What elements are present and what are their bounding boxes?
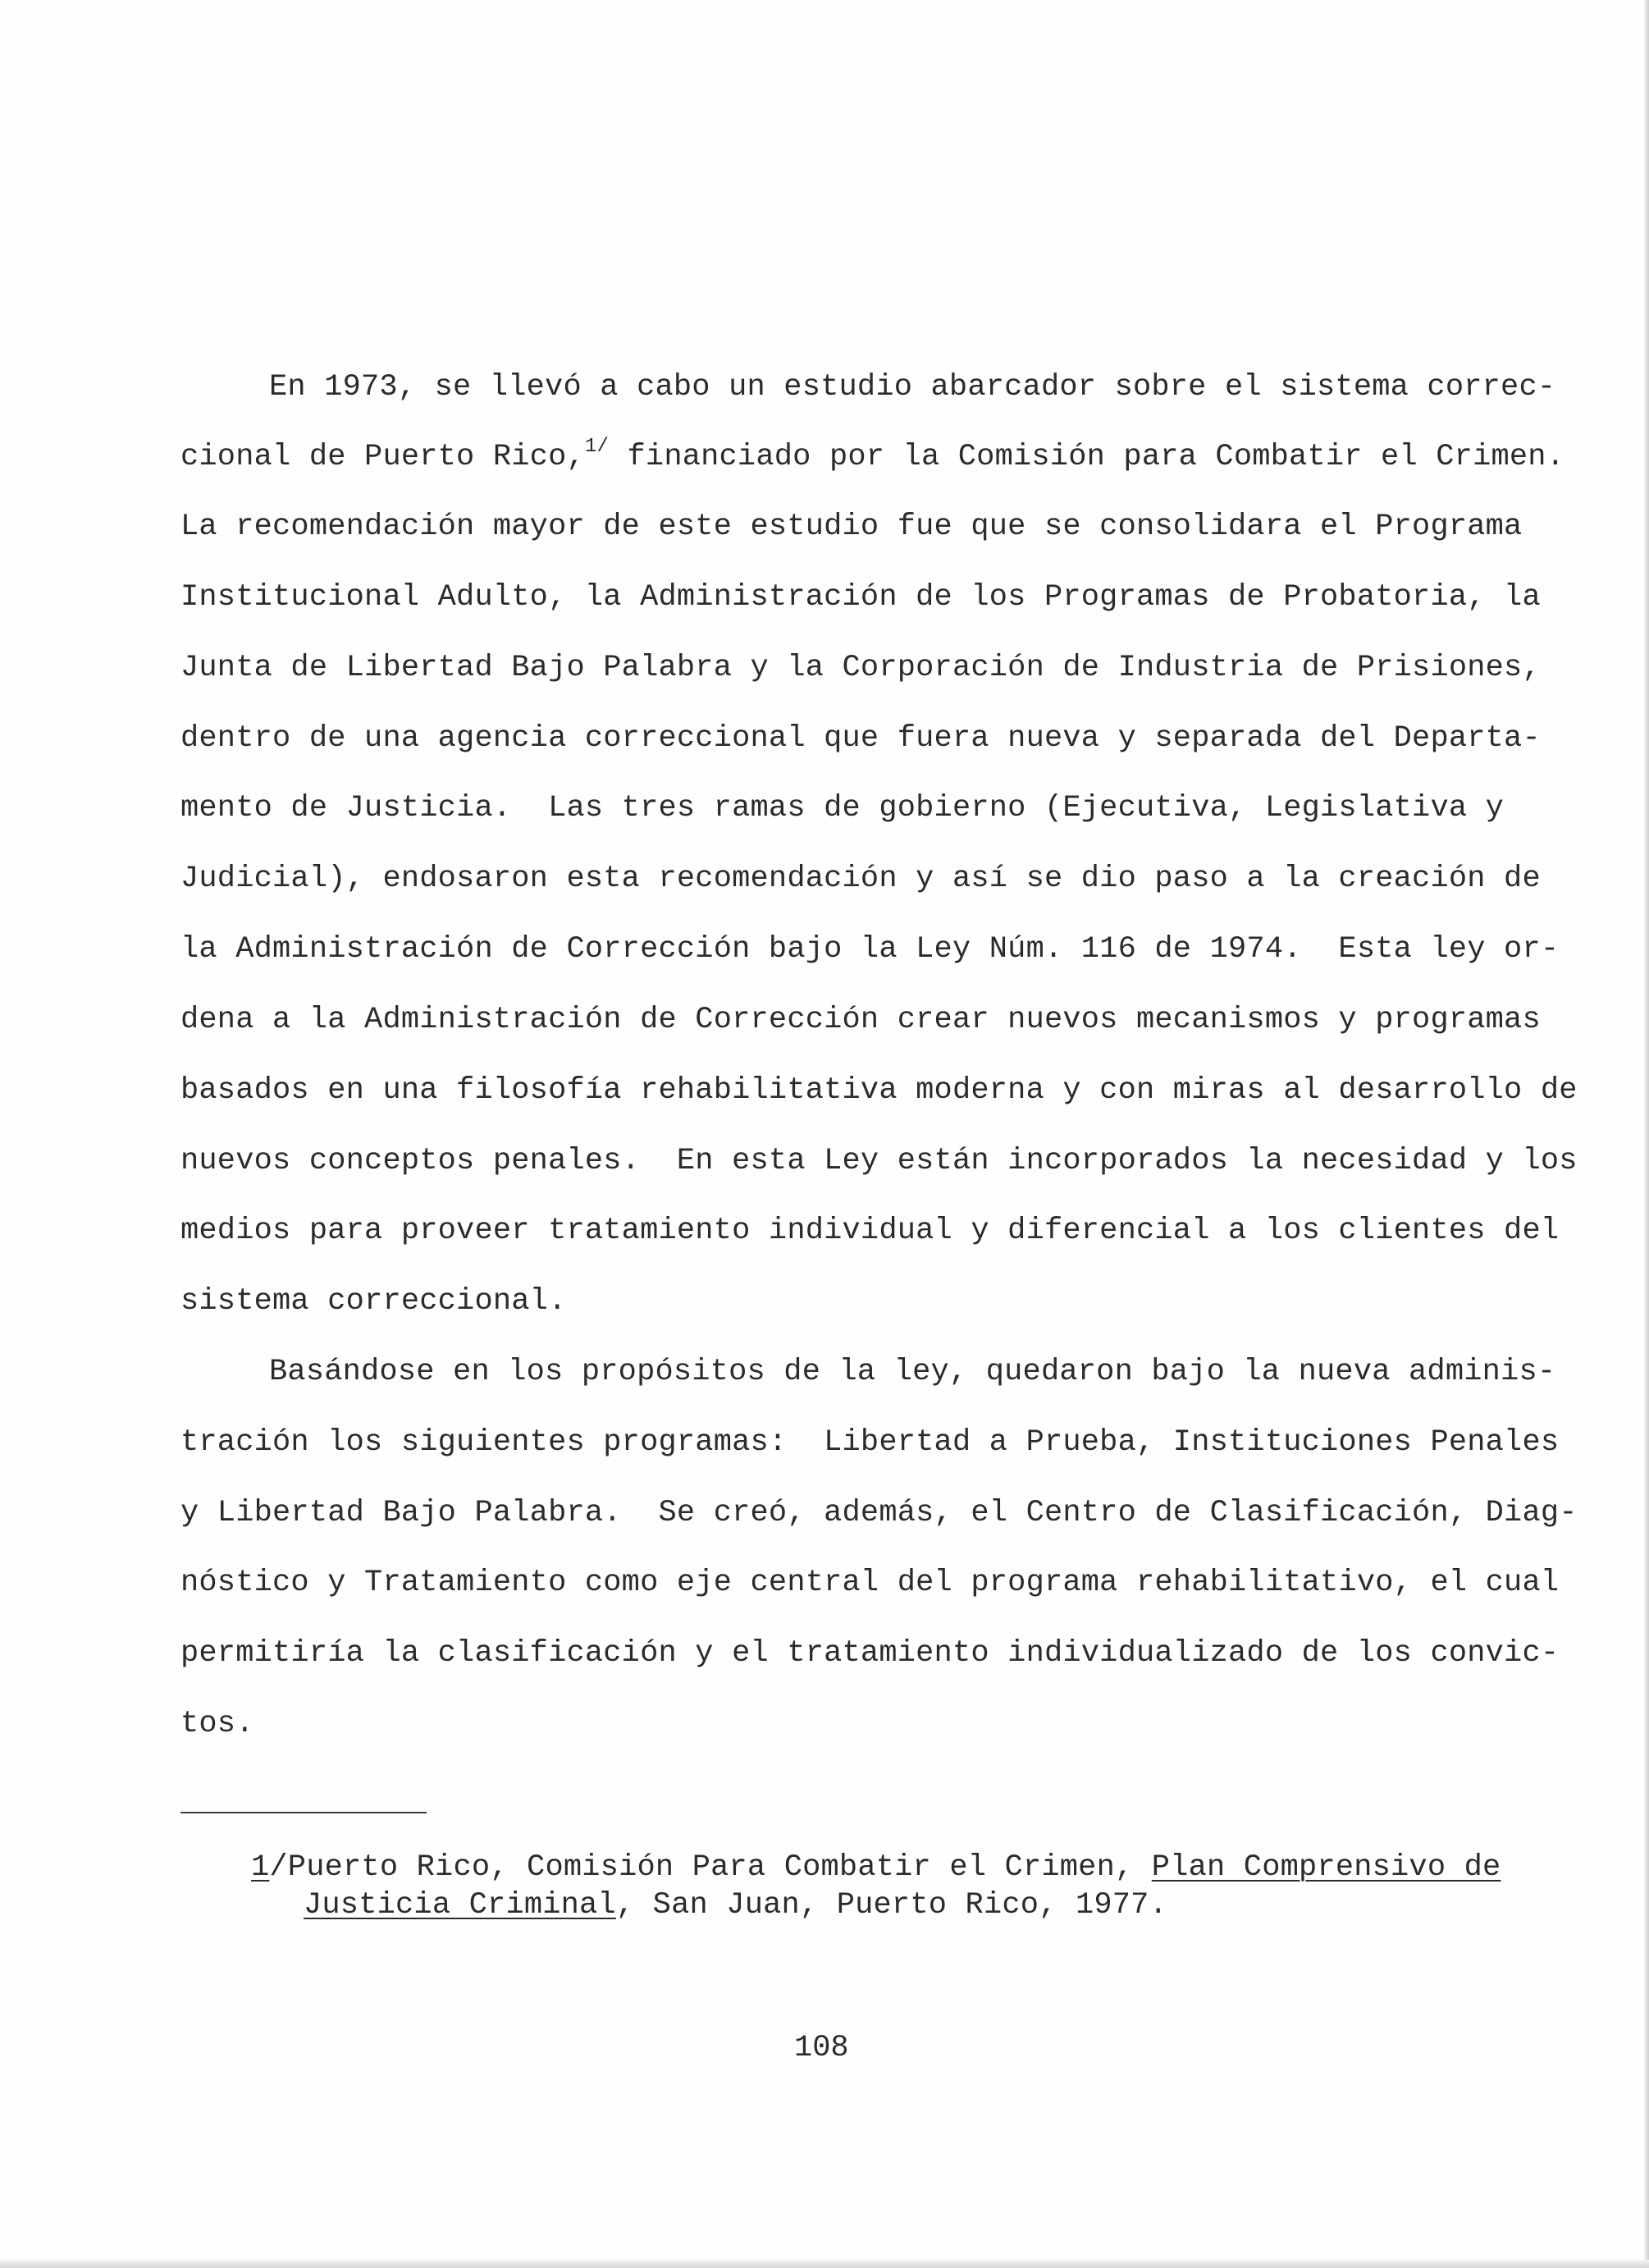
body-line: la Administración de Corrección bajo la Ley Núm. 116 de 1974. Esta ley or- [180,932,1560,967]
body-line: Basándose en los propósitos de la ley, quedaron bajo la nueva adminis- [269,1355,1556,1389]
body-line: medios para proveer tratamiento individual y diferencial a los clientes del [180,1214,1560,1248]
body-line: sistema correccional. [180,1284,567,1319]
footnote-separator [180,1812,427,1813]
body-line: En 1973, se llevó a cabo un estudio abarcador sobre el sistema correc- [269,370,1556,405]
body-line: Junta de Libertad Bajo Palabra y la Corporación de Industria de Prisiones, [180,651,1541,685]
footnote-text: /Puerto Rico, Comisión Para Combatir el Crimen, [269,1850,1152,1885]
footnote-marker: 1 [251,1850,270,1885]
footnote-title: Plan Comprensivo de [1151,1850,1501,1885]
body-line: Institucional Adulto, la Administración de los Programas de Probatoria, la [180,580,1541,615]
footnote-line [304,1887,1167,1923]
scan-edge [1644,0,1649,2268]
footnote-text: , San Juan, Puerto Rico, 1977. [615,1888,1167,1923]
page-number: 108 [794,2031,849,2065]
body-line: nóstico y Tratamiento como eje central del programa rehabilitativo, el cual [180,1566,1560,1600]
body-line: dentro de una agencia correccional que fuera nueva y separada del Departa- [180,721,1541,756]
body-line: tración los siguientes programas: Libertad a Prueba, Instituciones Penales [180,1425,1560,1460]
body-line: dena a la Administración de Corrección crear nuevos mecanismos y programas [180,1003,1541,1037]
footnote-reference[interactable]: 1/ [584,436,610,458]
body-line: tos. [180,1707,254,1741]
body-line: Judicial), endosaron esta recomendación y así se dio paso a la creación de [180,862,1541,896]
body-line: basados en una filosofía rehabilitativa moderna y con miras al desarrollo de [180,1073,1578,1108]
body-line: La recomendación mayor de este estudio fue que se consolidara el Programa [180,510,1523,544]
body-text: financiado por la Comisión para Combatir el Crimen. [609,440,1565,474]
body-line: permitiría la clasificación y el tratamiento individualizado de los convic- [180,1636,1560,1671]
body-line: y Libertad Bajo Palabra. Se creó, además, el Centro de Clasificación, Diag- [180,1496,1578,1530]
body-line: nuevos conceptos penales. En esta Ley están incorporados la necesidad y los [180,1144,1578,1178]
scan-edge [0,2260,1649,2268]
body-line [180,436,1565,478]
body-line: mento de Justicia. Las tres ramas de gobierno (Ejecutiva, Legislativa y [180,791,1505,825]
footnote-line [251,1850,1501,1886]
body-text: cional de Puerto Rico, [180,440,585,474]
footnote-title: Justicia Criminal [304,1888,616,1923]
